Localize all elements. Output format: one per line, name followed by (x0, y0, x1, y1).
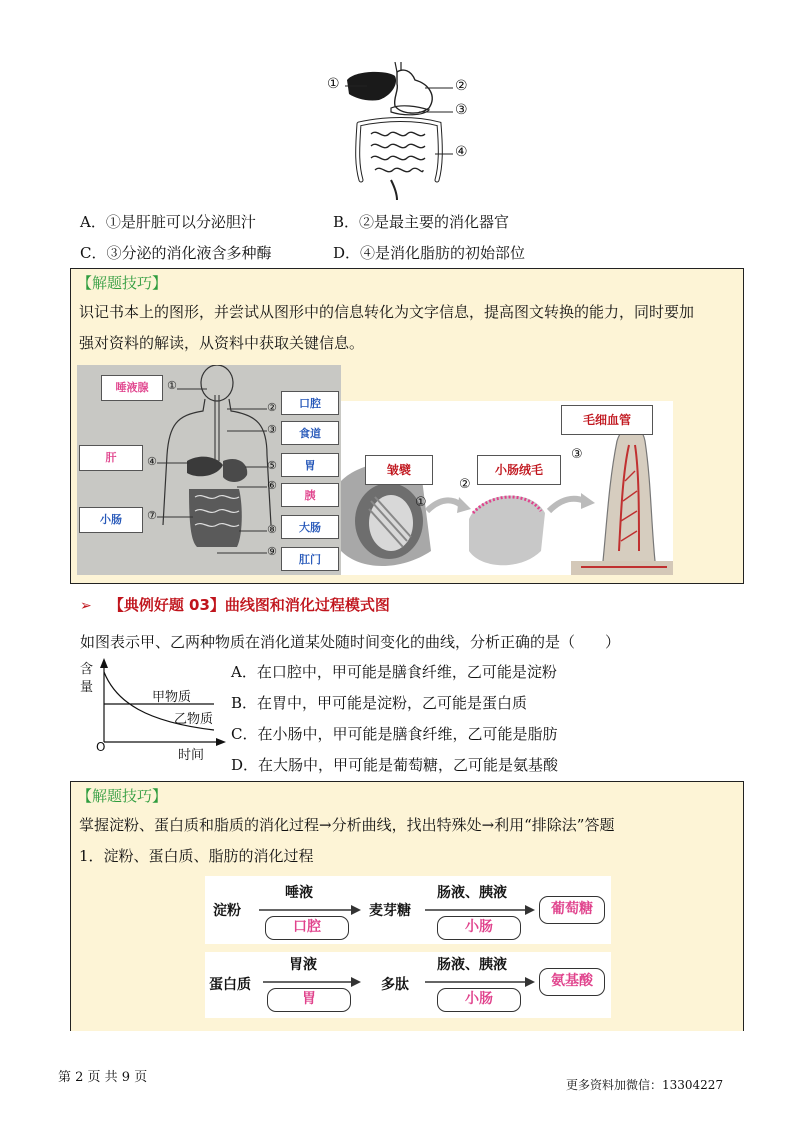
body-num-5: ⑤ (267, 459, 277, 472)
flow2-enzyme2: 肠液、胰液 (437, 957, 507, 973)
section-heading (80, 594, 390, 615)
page-number: 第 2 页 共 9 页 (58, 1070, 148, 1085)
flow2-start: 蛋白质 (209, 977, 251, 993)
label-fold: 皱襞 (365, 455, 433, 485)
starch-digestion-flow (205, 876, 611, 944)
body-num-1: ① (167, 379, 177, 392)
figure1-label-2: ② (455, 78, 468, 94)
body-num-6: ⑥ (267, 479, 277, 492)
flow2-end: 氨基酸 (539, 968, 605, 996)
flow1-mid: 麦芽糖 (369, 903, 411, 919)
flow1-enzyme1: 唾液 (285, 885, 313, 901)
figure1-label-4: ④ (455, 144, 468, 160)
label-large-intestine: 大肠 (281, 515, 339, 539)
footer-contact: 更多资料加微信：13304227 (566, 1078, 724, 1092)
option-c: C．③分泌的消化液含多种酶 (80, 244, 272, 262)
q3-option-c: C．在小肠中，甲可能是膳食纤维，乙可能是脂肪 (231, 725, 558, 743)
flow1-site1: 口腔 (265, 916, 349, 940)
label-liver: 肝 (79, 445, 143, 471)
body-num-4: ④ (147, 455, 157, 468)
protein-digestion-flow (205, 952, 611, 1018)
label-capillary: 毛细血管 (561, 405, 653, 435)
graph-origin: O (96, 740, 106, 754)
label-stomach: 胃 (281, 453, 339, 477)
flow2-mid: 多肽 (381, 977, 409, 993)
section-title: 【典例好题 03】曲线图和消化过程模式图 (108, 596, 390, 614)
tip2-line1: 掌握淀粉、蛋白质和脂质的消化过程→分析曲线，找出特殊处→利用“排除法”答题 (79, 816, 615, 834)
graph-series-b: 乙物质 (174, 712, 214, 727)
tip-box-1 (70, 268, 744, 584)
intestine-num-3: ③ (571, 447, 583, 462)
flow2-site2: 小肠 (437, 988, 521, 1012)
flow1-start: 淀粉 (213, 903, 241, 919)
option-a: A．①是肝脏可以分泌胆汁 (80, 213, 256, 231)
option-b: B．②是最主要的消化器官 (333, 213, 510, 231)
flow1-enzyme2: 肠液、胰液 (437, 885, 507, 901)
graph-ylabel-2: 量 (80, 680, 94, 695)
tip-box-2 (70, 781, 744, 1031)
body-num-2: ② (267, 401, 277, 414)
section-arrow-icon: ➢ (80, 598, 92, 614)
label-pancreas: 胰 (281, 483, 339, 507)
digestive-system-drawing (325, 62, 475, 202)
body-num-7: ⑦ (147, 509, 157, 522)
flow1-site2: 小肠 (437, 916, 521, 940)
body-num-8: ⑧ (267, 523, 277, 536)
tip2-title: 【解题技巧】 (77, 787, 168, 805)
label-small-intestine: 小肠 (79, 507, 143, 533)
tip1-title: 【解题技巧】 (77, 274, 168, 292)
label-esophagus: 食道 (281, 421, 339, 445)
label-anus: 肛门 (281, 547, 339, 571)
intestine-num-1: ① (415, 495, 427, 510)
graph-series-a: 甲物质 (152, 690, 192, 705)
flow2-site1: 胃 (267, 988, 351, 1012)
flow2-enzyme1: 胃液 (289, 957, 317, 973)
label-oral-cavity: 口腔 (281, 391, 339, 415)
figure1-label-3: ③ (455, 102, 468, 118)
tip1-line2: 强对资料的解读，从资料中获取关键信息。 (79, 334, 365, 352)
label-salivary-gland: 唾液腺 (101, 375, 163, 401)
option-d: D．④是消化脂肪的初始部位 (333, 244, 526, 262)
tip2-line2: 1．淀粉、蛋白质、脂肪的消化过程 (79, 847, 314, 865)
graph-ylabel-1: 含 (80, 662, 94, 677)
q3-option-b: B．在胃中，甲可能是淀粉，乙可能是蛋白质 (231, 694, 528, 712)
graph-xlabel: 时间 (178, 748, 205, 763)
body-num-3: ③ (267, 423, 277, 436)
body-num-9: ⑨ (267, 545, 277, 558)
question3-stem: 如图表示甲、乙两种物质在消化道某处随时间变化的曲线，分析正确的是（ ） (80, 633, 621, 651)
content-time-graph (76, 658, 226, 764)
figure1-label-1: ① (327, 76, 340, 92)
tip1-line1: 识记书本上的图形，并尝试从图形中的信息转化为文字信息，提高图文转换的能力，同时要加 (79, 303, 695, 321)
flow1-end: 葡萄糖 (539, 896, 605, 924)
q3-option-a: A．在口腔中，甲可能是膳食纤维，乙可能是淀粉 (231, 663, 557, 681)
digestive-system-figure (325, 62, 475, 202)
q3-option-d: D．在大肠中，甲可能是葡萄糖，乙可能是氨基酸 (231, 756, 559, 774)
intestine-num-2: ② (459, 477, 471, 492)
label-villi: 小肠绒毛 (477, 455, 561, 485)
